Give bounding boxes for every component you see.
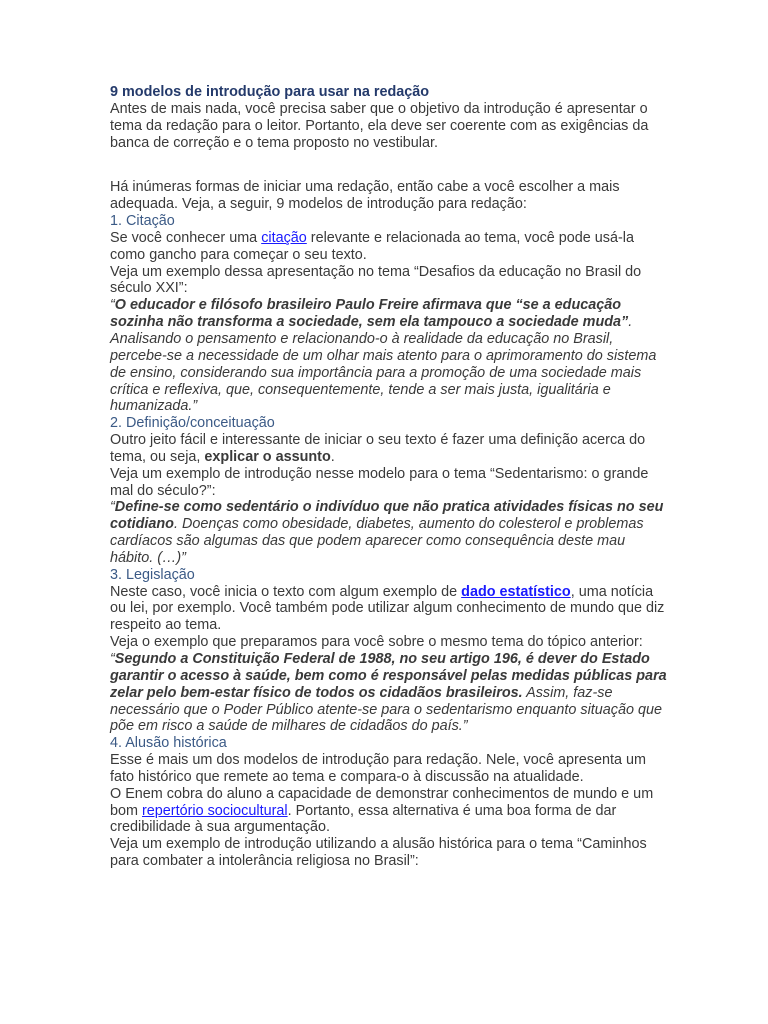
section-3-paragraph: Neste caso, você inicia o texto com algum exemplo de dado estatístico, uma notícia ou lei, por exemplo. Você também pode utilizar algum conhecimento de mundo que diz respeito ao tema. (110, 583, 665, 634)
section-heading-citacao: 1. Citação (110, 213, 175, 230)
section-1-paragraph: Se você conhecer uma citação relevante e relacionada ao tema, você pode usá-la como gancho para começar o seu texto. (110, 229, 634, 263)
section-heading-legislacao: 3. Legislação (110, 566, 195, 583)
citacao-link[interactable]: citação (261, 229, 307, 246)
repertorio-link[interactable]: repertório sociocultural (142, 802, 288, 819)
intro-paragraph-1: Antes de mais nada, você precisa saber que o objetivo da introdução é apresentar o tema da redação para o leitor. Portanto, ela deve ser coerente com as exigências da banca de correção e o tema proposto no vestibular. (110, 100, 649, 151)
section-4-paragraph-2: O Enem cobra do aluno a capacidade de demonstrar conhecimentos de mundo e um bom repertório sociocultural. Portanto, essa alternativa é uma boa forma de dar credibilidade à sua argumentação. (110, 785, 654, 836)
section-2-paragraph: Outro jeito fácil e interessante de iniciar o seu texto é fazer uma definição acerca do tema, ou seja, explicar o assunto. (110, 432, 646, 465)
spacer (110, 151, 670, 179)
section-1-quote: “O educador e filósofo brasileiro Paulo Freire afirmava que “se a educação sozinha não transforma a sociedade, sem ela tampouco a sociedade muda”. Analisando o pensamento e relacionando-o à realidade da educação no Brasil, percebe-se a necessidade de um olhar mais atento para o aprimoramento do sistema de ensino, considerando sua importância para a promoção de uma sociedade mais crítica e reflexiva, que, consequentemente, tende a ser mais justa, igualitária e humanizada.” (110, 297, 657, 415)
section-3-example-intro: Veja o exemplo que preparamos para você sobre o mesmo tema do tópico anterior: (110, 634, 643, 651)
section-2-example-intro: Veja um exemplo de introdução nesse modelo para o tema “Sedentarismo: o grande mal do século?”: (110, 465, 649, 499)
document-body (110, 84, 670, 870)
section-1-example-intro: Veja um exemplo dessa apresentação no tema “Desafios da educação no Brasil do século XXI”: (110, 263, 642, 297)
section-heading-definicao: 2. Definição/conceituação (110, 415, 275, 432)
section-3-quote: “Segundo a Constituição Federal de 1988, no seu artigo 196, é dever do Estado garantir o acesso à saúde, bem como é responsável pelas medidas públicas para zelar pelo bem-estar físico de todos os cidadãos brasileiros. Assim, faz-se necessário que o Poder Público atente-se para o sedentarismo enquanto situação que põe em risco a saúde de milhares de cidadãos do país.” (110, 651, 667, 735)
article-title: 9 modelos de introdução para usar na redação (110, 84, 430, 100)
intro-paragraph-2: Há inúmeras formas de iniciar uma redação, então cabe a você escolher a mais adequada. Veja, a seguir, 9 modelos de introdução para redação: (110, 179, 620, 213)
section-2-quote: “Define-se como sedentário o indivíduo que não pratica atividades físicas no seu cotidiano. Doenças como obesidade, diabetes, aumento do colesterol e problemas cardíacos são algumas das que podem aparecer como consequência deste mau hábito. (…)” (110, 499, 664, 566)
section-4-paragraph-1: Esse é mais um dos modelos de introdução para redação. Nele, você apresenta um fato histórico que remete ao tema e compara-o à discussão na atualidade. (110, 752, 646, 785)
dado-estatistico-link[interactable]: dado estatístico (461, 583, 571, 600)
section-4-example-intro: Veja um exemplo de introdução utilizando a alusão histórica para o tema “Caminhos para combater a intolerância religiosa no Brasil”: (110, 836, 647, 870)
section-heading-alusao: 4. Alusão histórica (110, 735, 227, 752)
